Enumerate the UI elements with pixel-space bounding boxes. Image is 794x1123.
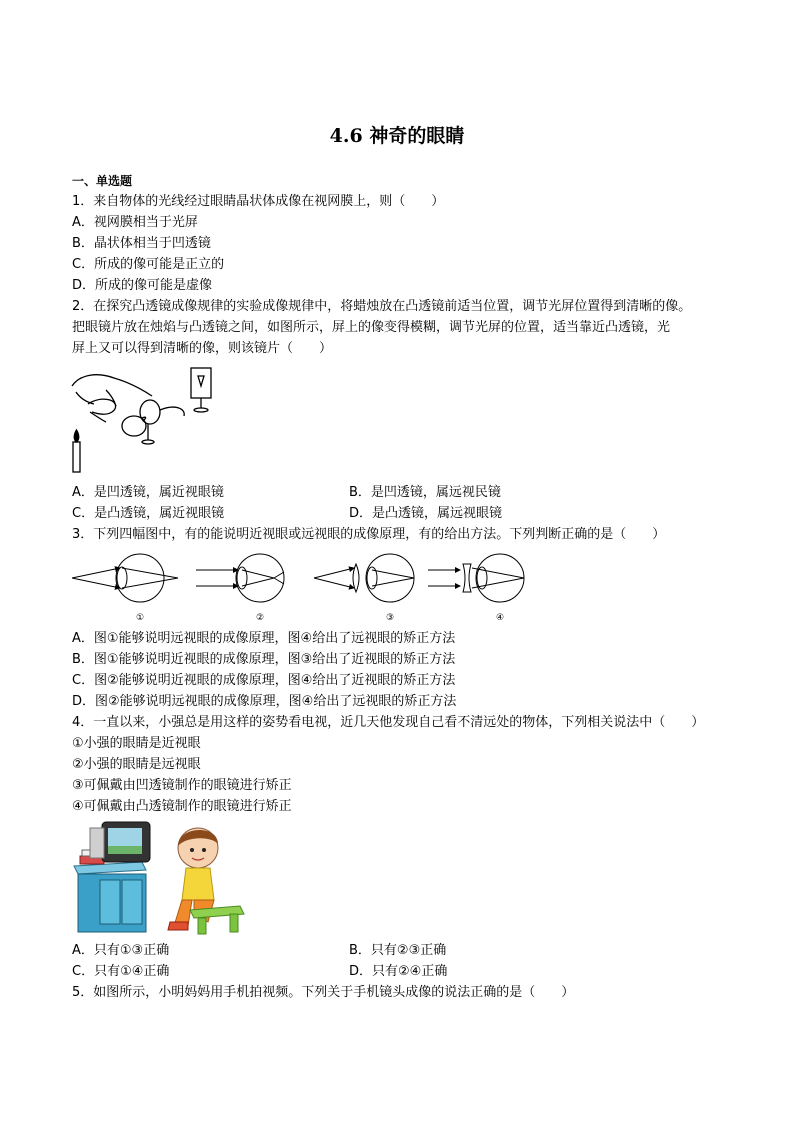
q2-option-b: B．是凹透镜，属远视民镜	[349, 485, 501, 500]
q4-statement-4: ④可佩戴由凸透镜制作的眼镜进行矫正	[72, 799, 292, 814]
q3-option-a: A．图①能够说明远视眼的成像原理，图④给出了远视眼的矫正方法	[72, 631, 456, 646]
boy-watching-tv-illustration	[72, 818, 248, 938]
q4-option-c: C．只有①④正确	[72, 964, 170, 979]
q2-option-c: C．是凸透镜，属近视眼镜	[72, 506, 225, 521]
q3-option-b: B．图①能够说明近视眼的成像原理，图③给出了近视眼的矫正方法	[72, 652, 456, 667]
question-2-stem-line3: 屏上又可以得到清晰的像，则该镜片（ ）	[72, 341, 333, 356]
q1-option-d: D．所成的像可能是虚像	[72, 278, 213, 293]
q2-option-a: A．是凹透镜，属近视眼镜	[72, 485, 224, 500]
question-5-stem: 5．如图所示，小明妈妈用手机拍视频。下列关于手机镜头成像的说法正确的是（ ）	[72, 985, 575, 1000]
page-title: 4.6 神奇的眼睛	[329, 125, 465, 147]
question-3-stem: 3．下列四幅图中，有的能说明近视眼或远视眼的成像原理，有的给出方法。下列判断正确的是（ ）	[72, 527, 666, 542]
question-2-stem-line2: 把眼镜片放在烛焰与凸透镜之间，如图所示，屏上的像变得模糊，调节光屏的位置，适当靠近凸透镜，光	[72, 320, 671, 335]
question-2-stem-line1: 2．在探究凸透镜成像规律的实验成像规律中，将蜡烛放在凸透镜前适当位置，调节光屏位置得到清晰的像。	[72, 299, 692, 314]
figure-label-3: ③	[386, 613, 395, 623]
q3-option-d: D．图②能够说明远视眼的成像原理，图④给出了远视眼的矫正方法	[72, 694, 457, 709]
figure-label-4: ④	[496, 613, 505, 623]
q4-statement-3: ③可佩戴由凹透镜制作的眼镜进行矫正	[72, 778, 292, 793]
candle-lens-screen-figure	[70, 364, 230, 476]
q1-option-c: C．所成的像可能是正立的	[72, 257, 225, 272]
question-4-stem: 4．一直以来，小强总是用这样的姿势看电视，近几天他发现自己看不清远处的物体，下列相关说法中（ ）	[72, 715, 705, 730]
figure-label-1: ①	[136, 613, 145, 623]
eye-ray-diagrams	[72, 552, 542, 624]
q1-option-b: B．晶状体相当于凹透镜	[72, 236, 211, 251]
q4-option-b: B．只有②③正确	[349, 943, 447, 958]
q3-option-c: C．图②能够说明近视眼的成像原理，图④给出了近视眼的矫正方法	[72, 673, 456, 688]
q1-option-a: A．视网膜相当于光屏	[72, 215, 198, 230]
q4-option-d: D．只有②④正确	[349, 964, 448, 979]
q4-statement-1: ①小强的眼睛是近视眼	[72, 736, 201, 751]
q4-statement-2: ②小强的眼睛是远视眼	[72, 757, 201, 772]
q2-option-d: D．是凸透镜，属远视眼镜	[349, 506, 503, 521]
question-1-stem: 1．来自物体的光线经过眼睛晶状体成像在视网膜上，则（ ）	[72, 194, 445, 209]
q4-option-a: A．只有①③正确	[72, 943, 170, 958]
section-heading: 一、单选题	[72, 174, 133, 188]
figure-label-2: ②	[256, 613, 265, 623]
